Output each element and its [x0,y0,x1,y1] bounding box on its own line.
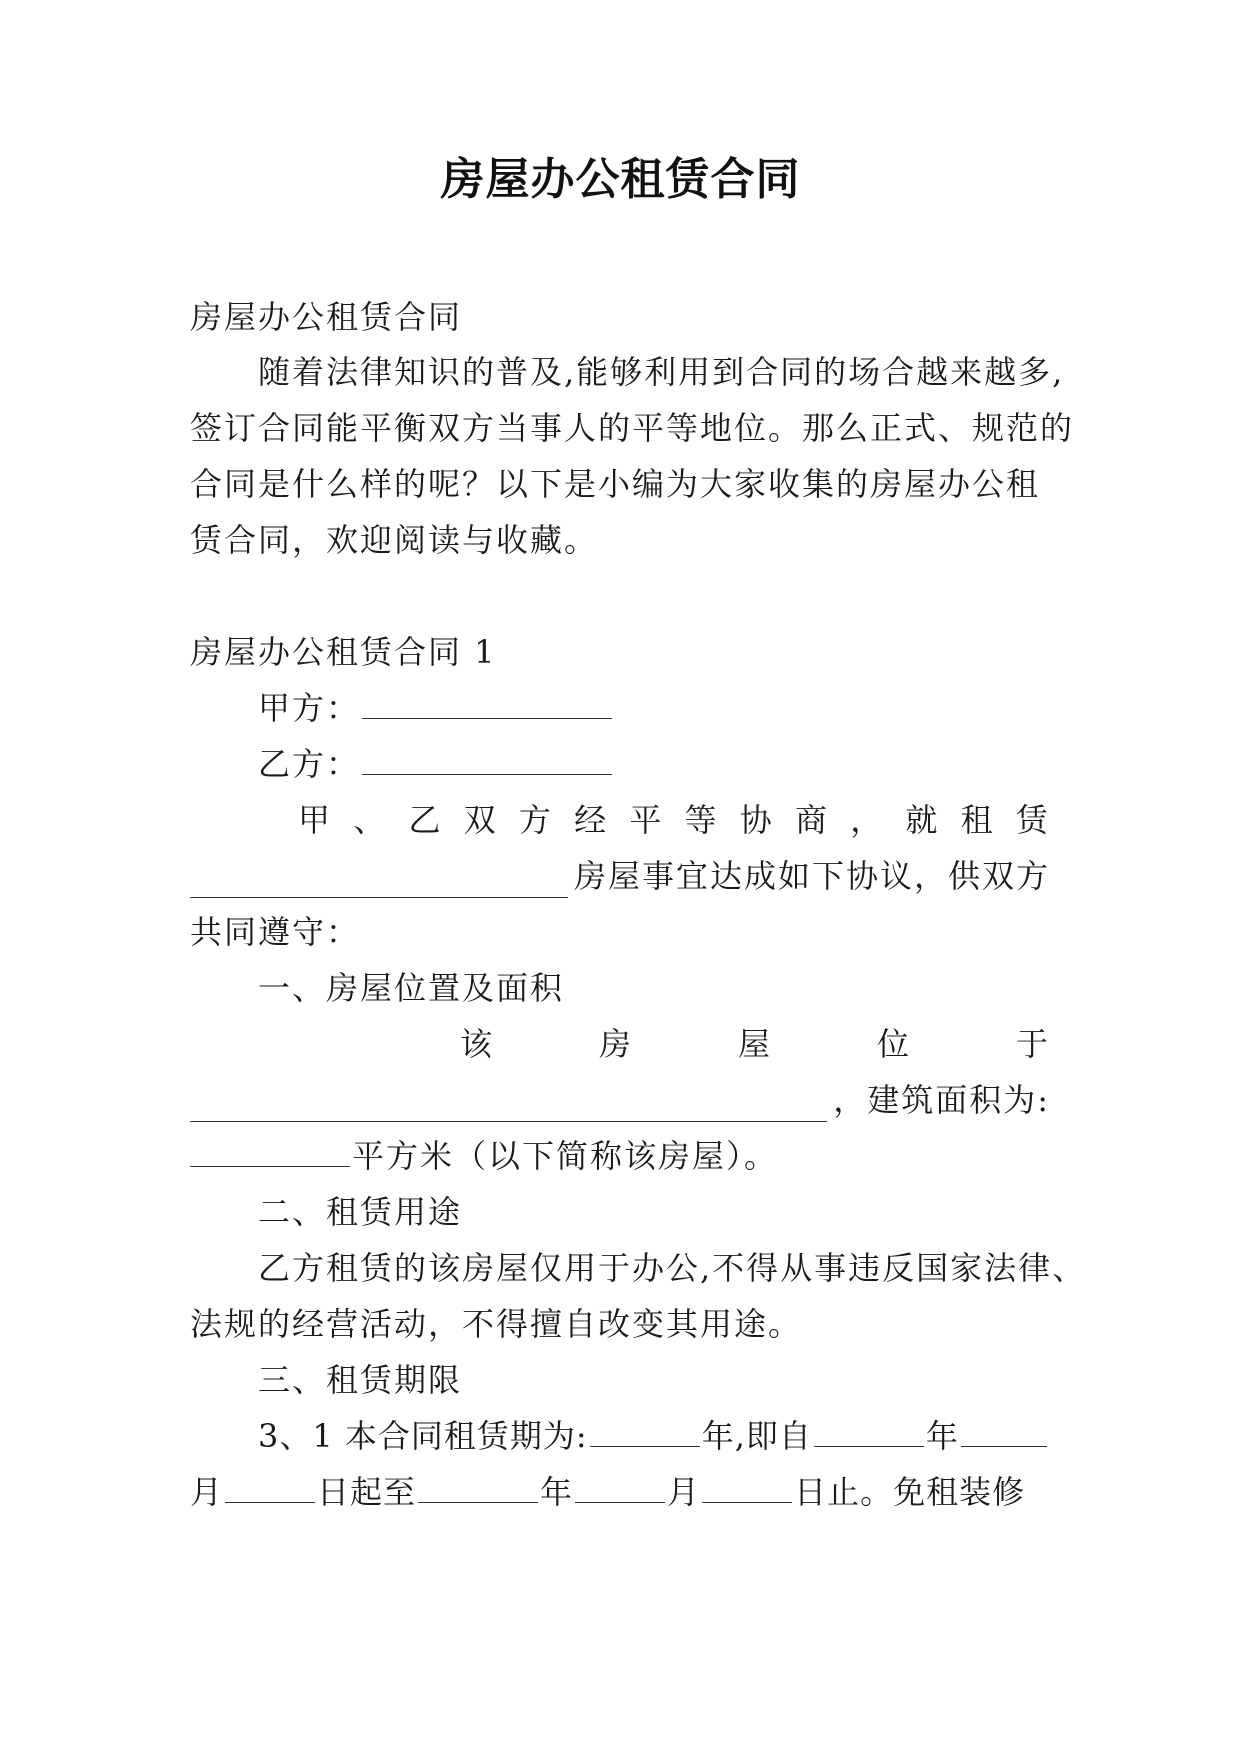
location-char: 该 [460,1025,495,1063]
area-unit: 平方米（以下简称该房屋）。 [352,1137,779,1175]
term-month: 月 [190,1473,224,1511]
party-b-blank [362,744,612,775]
term-year-from: 年,即自 [701,1417,812,1455]
term-end: 日止。免租装修 [794,1473,1026,1511]
term-month-2: 月 [667,1473,701,1511]
term-line-1 [190,1414,1050,1458]
intro-line-2: 签订合同能平衡双方当事人的平等地位。那么正式、规范的 [190,409,1075,447]
party-a-line [190,686,1050,730]
agreement-char: 双 [463,801,498,839]
document-subtitle: 房屋办公租赁合同 [190,298,463,336]
start-year-blank [814,1416,924,1447]
section-2-heading: 二、租赁用途 [258,1193,463,1231]
location-line-1 [190,1022,1050,1066]
usage-line-1: 乙方租赁的该房屋仅用于办公,不得从事违反国家法律、 [258,1249,1087,1287]
agreement-char: 就 [905,801,940,839]
location-blank [190,1091,827,1122]
end-day-blank [702,1472,792,1503]
agreement-char: 平 [629,801,664,839]
end-year-blank [418,1472,538,1503]
agreement-char: 、 [353,801,388,839]
section-3-heading: 三、租赁期限 [258,1361,463,1399]
location-char: 位 [876,1025,911,1063]
agreement-line-1 [190,798,1050,842]
agreement-line-2-text: 房屋事宜达成如下协议，供双方 [573,857,1050,895]
usage-line-2: 法规的经营活动，不得擅自改变其用途。 [190,1305,803,1343]
location-char: 屋 [737,1025,772,1063]
start-month-blank [961,1416,1047,1447]
agreement-char: 乙 [408,801,443,839]
party-b-line [190,742,1050,786]
term-years-blank [590,1416,700,1447]
agreement-char: 甲 [298,801,333,839]
term-day-from: 日起至 [317,1473,417,1511]
term-year-2: 年 [540,1473,574,1511]
agreement-char: 方 [518,801,553,839]
agreement-char: 经 [574,801,609,839]
contract-heading: 房屋办公租赁合同 1 [190,633,497,671]
start-day-blank [225,1472,315,1503]
area-blank [190,1136,350,1167]
agreement-line-3: 共同遵守： [190,913,361,951]
agreement-char: 商 [794,801,829,839]
term-year: 年 [925,1417,959,1455]
location-line-2 [190,1078,1050,1122]
area-line [190,1134,1050,1178]
agreement-char: 协 [739,801,774,839]
party-b-label: 乙方： [258,745,361,783]
location-char: 于 [1015,1025,1050,1063]
agreement-line-2 [190,854,1050,898]
area-label: ，建筑面积为: [833,1081,1050,1119]
term-prefix: 3、1 本合同租赁期为: [258,1417,588,1455]
document-title: 房屋办公租赁合同 [440,154,801,205]
term-line-2 [190,1470,1050,1514]
location-char: 房 [598,1025,633,1063]
party-a-blank [362,688,612,719]
intro-line-1: 随着法律知识的普及,能够利用到合同的场合越来越多, [258,353,1065,391]
agreement-char: 赁 [1015,801,1050,839]
agreement-char: ， [850,801,885,839]
party-a-label: 甲方： [258,689,361,727]
premises-blank [190,867,568,898]
agreement-char: 租 [960,801,995,839]
intro-line-3: 合同是什么样的呢？以下是小编为大家收集的房屋办公租 [190,465,1041,503]
section-1-heading: 一、房屋位置及面积 [258,969,565,1007]
agreement-char: 等 [684,801,719,839]
end-month-blank [575,1472,665,1503]
intro-line-4: 赁合同，欢迎阅读与收藏。 [190,521,599,559]
